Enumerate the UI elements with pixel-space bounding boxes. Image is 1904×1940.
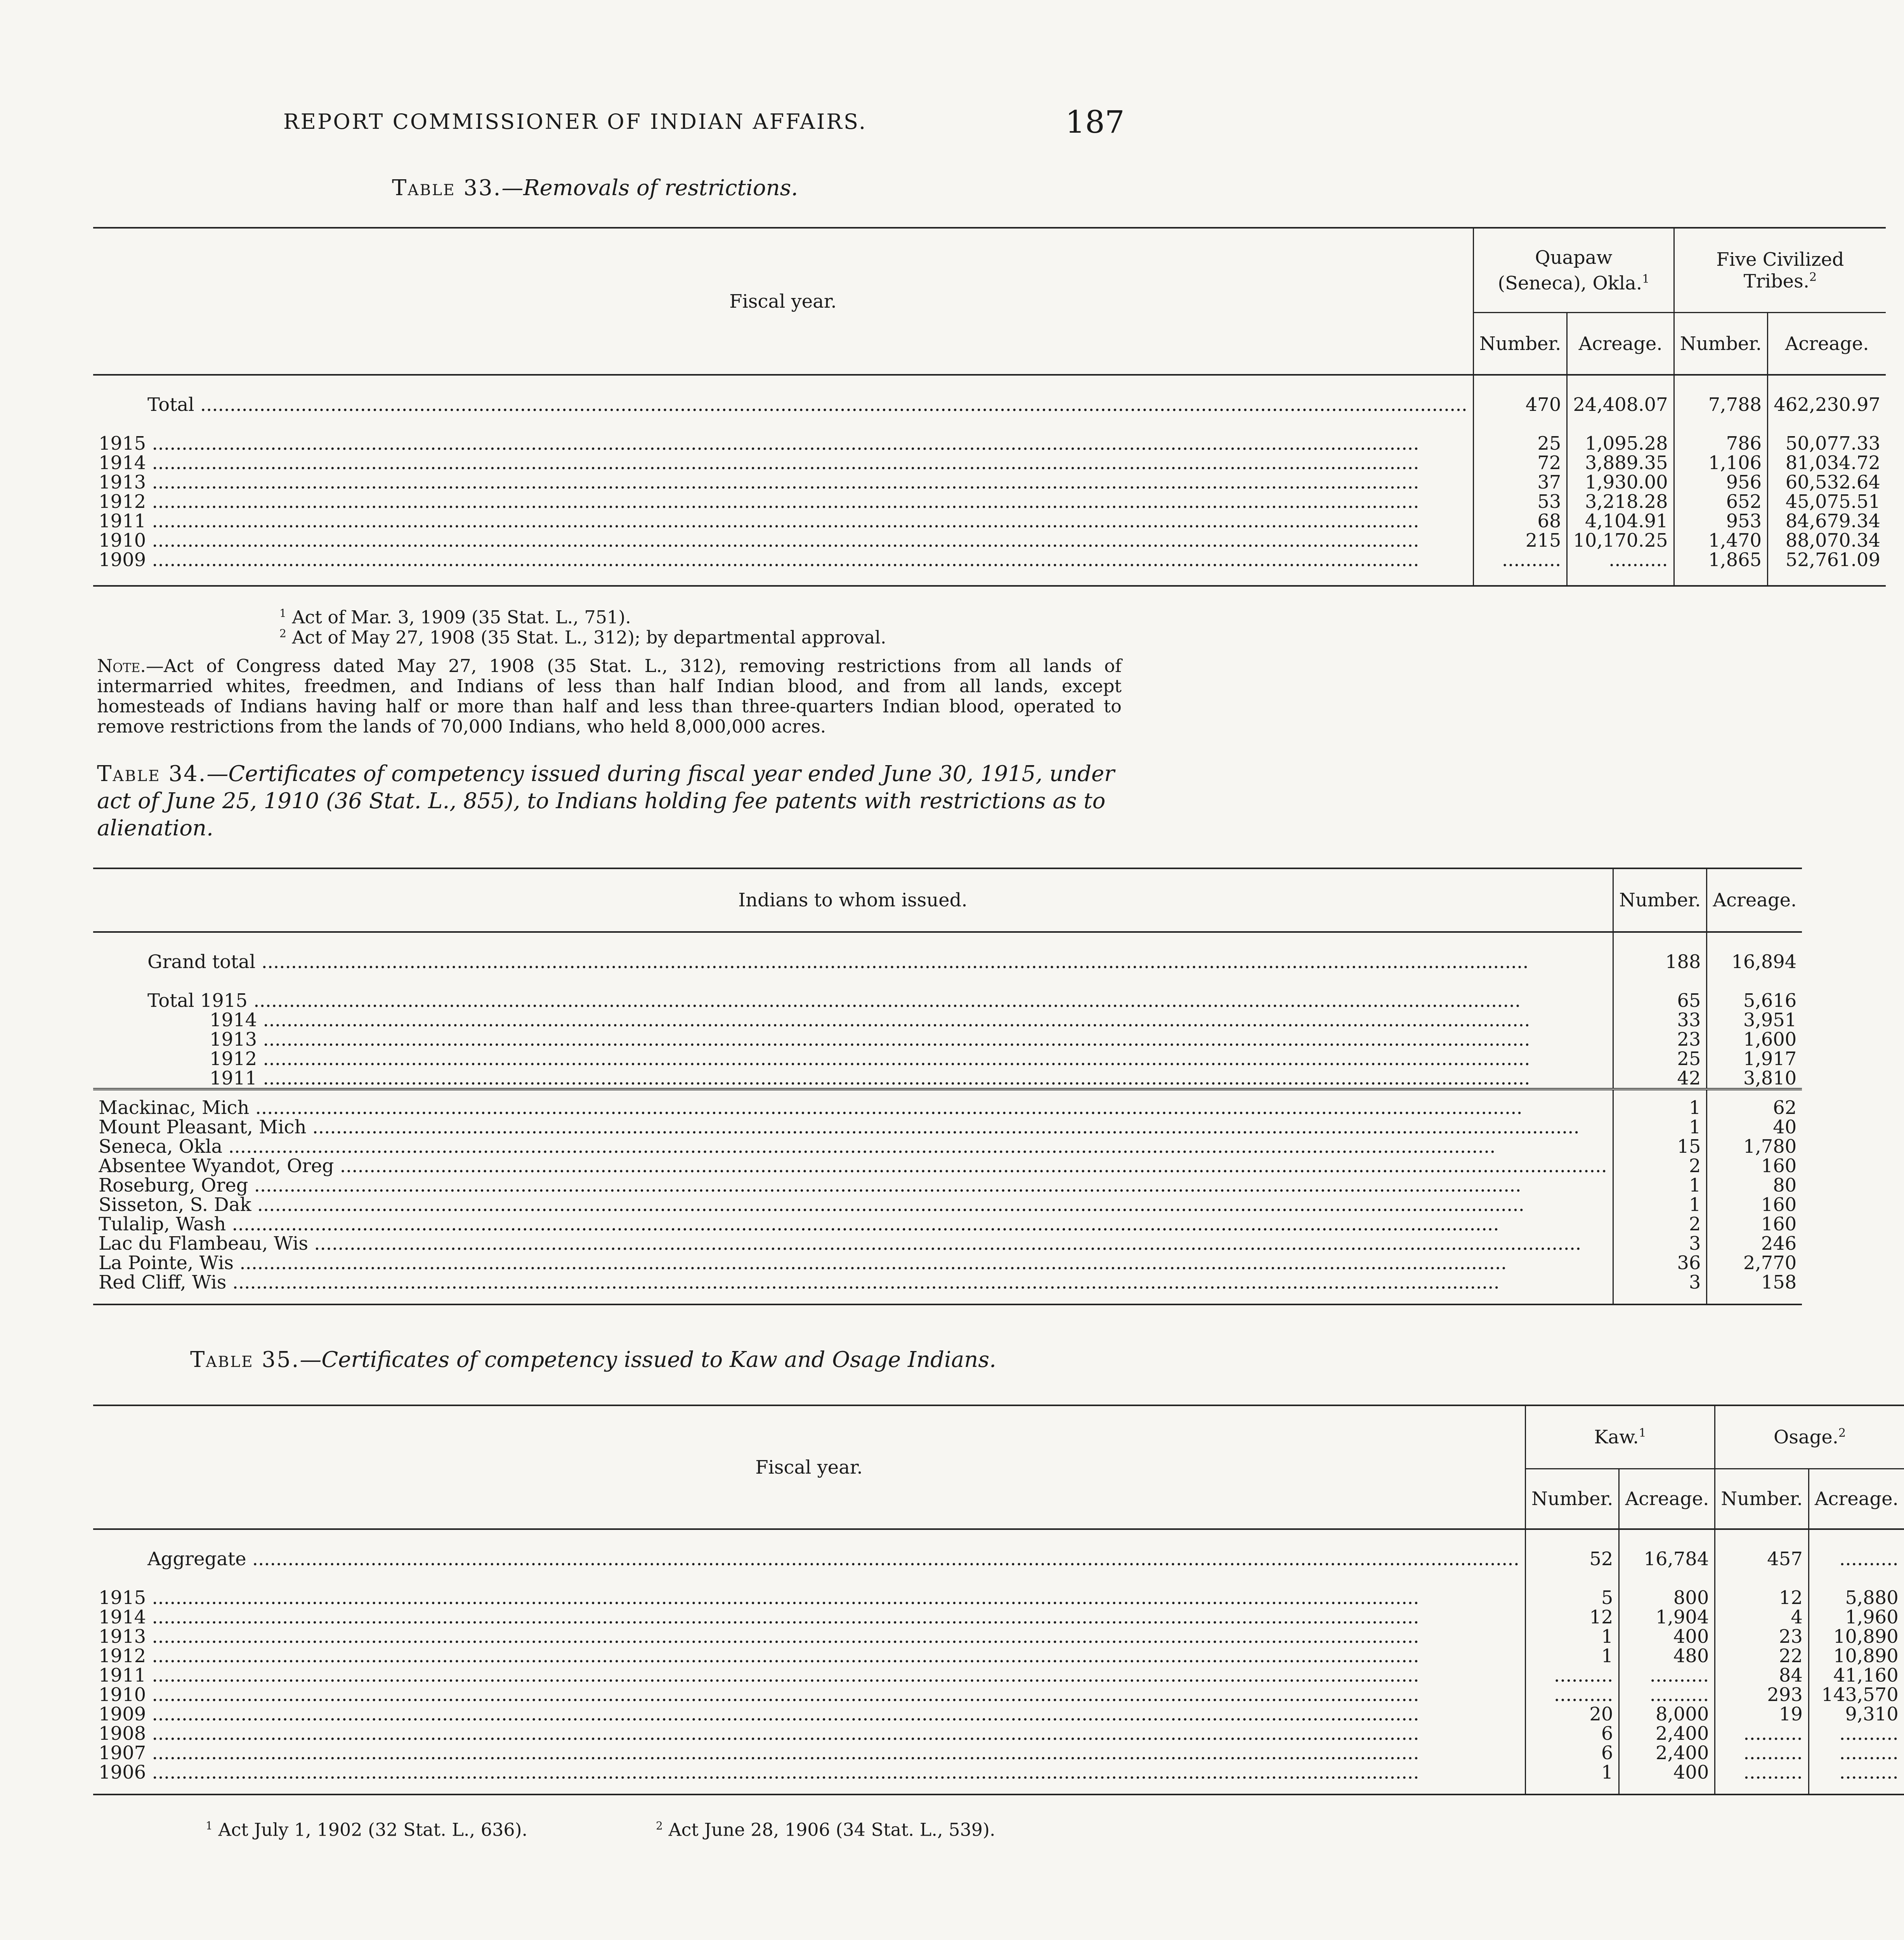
table-row: 1911 ..... .......... .......... 84 41,160 xyxy=(93,1666,1904,1685)
table33-title xyxy=(392,175,798,202)
table-row: 1914 ..... 72 3,889.35 1,106 81,034.72 xyxy=(93,453,1886,473)
table-row: 1908 ..... 6 2,400 .......... .......... xyxy=(93,1724,1904,1743)
table-row: Mount Pleasant, Mich ..... 1 40 xyxy=(93,1117,1802,1137)
table33-group-five-tribes: Five Civilized Tribes.$^2$ xyxy=(1674,228,1886,313)
table33-group-quapaw: Quapaw (Seneca), Okla.$^1$ xyxy=(1473,228,1674,313)
table33-footnote-1: $^1$ Act of Mar. 3, 1909 (35 Stat. L., 751). xyxy=(279,606,631,628)
header-title: REPORT COMMISSIONER OF INDIAN AFFAIRS. xyxy=(283,109,867,134)
table35-number-header: Number. xyxy=(1525,1469,1619,1529)
table35-aggregate-row: Aggregate ..... 52 16,784 457 .......... xyxy=(93,1529,1904,1588)
table-row: 1909 ..... 20 8,000 19 9,310 xyxy=(93,1704,1904,1724)
table34 xyxy=(93,868,1802,1305)
table-row: 1913 ..... 23 1,600 xyxy=(93,1030,1802,1049)
table-row: 1910 ..... .......... .......... 293 143,570 xyxy=(93,1685,1904,1704)
table-row: Total 1915 ..... 65 5,616 xyxy=(93,991,1802,1010)
table34-acreage-header: Acreage. xyxy=(1707,868,1802,932)
table35-label: Table 35. xyxy=(190,1347,300,1372)
table33-label: Table 33. xyxy=(392,175,502,201)
table-row: La Pointe, Wis ..... 36 2,770 xyxy=(93,1253,1802,1273)
table-row: 1914 ..... 12 1,904 4 1,960 xyxy=(93,1607,1904,1627)
table-row: 1912 ..... 1 480 22 10,890 xyxy=(93,1646,1904,1666)
table33-acreage-header: Acreage. xyxy=(1567,313,1674,375)
table35-fiscal-header: Fiscal year. xyxy=(93,1405,1525,1529)
table-row: 1912 ..... 25 1,917 xyxy=(93,1049,1802,1069)
table34-number-header: Number. xyxy=(1613,868,1707,932)
table33-number-header-2: Number. xyxy=(1674,313,1768,375)
table-row: 1909 ..... .......... .......... 1,865 52,761.09 xyxy=(93,550,1886,586)
table35-caption: —Certificates of competency issued to Kaw and Osage Indians. xyxy=(300,1347,996,1372)
table35-acreage-header-2: Acreage. xyxy=(1809,1469,1904,1529)
table33-note: Note.—Act of Congress dated May 27, 1908 (35 Stat. L., 312), removing restrictions from all lands of intermarried whites, freedmen, and Indians of less than half Indian blood, and from all lands, except homesteads of Indians having half or more than half and less than three-quarters Indian blood, operated to remove restrictions from the lands of 70,000 Indians, who held 8,000,000 acres. xyxy=(97,655,1122,737)
table33-number-header: Number. xyxy=(1473,313,1567,375)
table33-fiscal-header: Fiscal year. xyxy=(93,228,1473,375)
table-row: 1913 ..... 1 400 23 10,890 xyxy=(93,1627,1904,1646)
table-row: Sisseton, S. Dak ..... 1 160 xyxy=(93,1195,1802,1214)
table35-title xyxy=(190,1346,996,1374)
table-row: Lac du Flambeau, Wis ..... 3 246 xyxy=(93,1234,1802,1253)
table34-label: Table 34. xyxy=(97,761,207,786)
table34-grand-total-row: Grand total ..... 188 16,894 xyxy=(93,932,1802,991)
table35-group-osage: Osage.$^2$ xyxy=(1715,1405,1904,1469)
table-row: Mackinac, Mich ..... 1 62 xyxy=(93,1089,1802,1117)
table34-title xyxy=(97,760,1122,842)
table33 xyxy=(93,227,1886,587)
table33-footnote-2: $^2$ Act of May 27, 1908 (35 Stat. L., 312); by departmental approval. xyxy=(279,627,886,648)
table33-acreage-header-2: Acreage. xyxy=(1768,313,1886,375)
table35-footnote-2: $^2$ Act June 28, 1906 (34 Stat. L., 539). xyxy=(656,1819,995,1840)
table34-caption: —Certificates of competency issued during fiscal year ended June 30, 1915, under act of June 25, 1910 (36 Stat. L., 855), to Indians holding fee patents with restrictions as to alienation. xyxy=(97,761,1115,841)
table33-total-row: Total ..... 470 24,408.07 7,788 462,230.97 xyxy=(93,375,1886,434)
table-row: 1906 ..... 1 400 .......... .......... xyxy=(93,1763,1904,1794)
page-number: 187 xyxy=(1065,104,1125,140)
table35-number-header-2: Number. xyxy=(1715,1469,1809,1529)
table35-group-kaw: Kaw.$^1$ xyxy=(1525,1405,1715,1469)
table-row: 1910 ..... 215 10,170.25 1,470 88,070.34 xyxy=(93,531,1886,550)
table35-acreage-header: Acreage. xyxy=(1619,1469,1715,1529)
table33-caption: —Removals of restrictions. xyxy=(501,175,798,201)
table-row: Seneca, Okla ..... 15 1,780 xyxy=(93,1137,1802,1156)
table-row: 1915 ..... 25 1,095.28 786 50,077.33 xyxy=(93,434,1886,453)
running-header xyxy=(0,104,1248,144)
table-row: 1912 ..... 53 3,218.28 652 45,075.51 xyxy=(93,492,1886,511)
table-row: 1907 ..... 6 2,400 .......... .......... xyxy=(93,1743,1904,1763)
table-row: 1911 ..... 42 3,810 xyxy=(93,1069,1802,1089)
table-row: 1911 ..... 68 4,104.91 953 84,679.34 xyxy=(93,511,1886,531)
table35 xyxy=(93,1405,1904,1795)
table-row: Absentee Wyandot, Oreg ..... 2 160 xyxy=(93,1156,1802,1176)
table-row: 1913 ..... 37 1,930.00 956 60,532.64 xyxy=(93,473,1886,492)
table-row: Roseburg, Oreg ..... 1 80 xyxy=(93,1176,1802,1195)
table35-footnote-1: $^1$ Act July 1, 1902 (32 Stat. L., 636). xyxy=(206,1819,528,1840)
table-row: Red Cliff, Wis ..... 3 158 xyxy=(93,1273,1802,1304)
table34-indians-header: Indians to whom issued. xyxy=(93,868,1613,932)
table-row: 1915 ..... 5 800 12 5,880 xyxy=(93,1588,1904,1607)
table-row: Tulalip, Wash ..... 2 160 xyxy=(93,1214,1802,1234)
table-row: 1914 ..... 33 3,951 xyxy=(93,1010,1802,1030)
